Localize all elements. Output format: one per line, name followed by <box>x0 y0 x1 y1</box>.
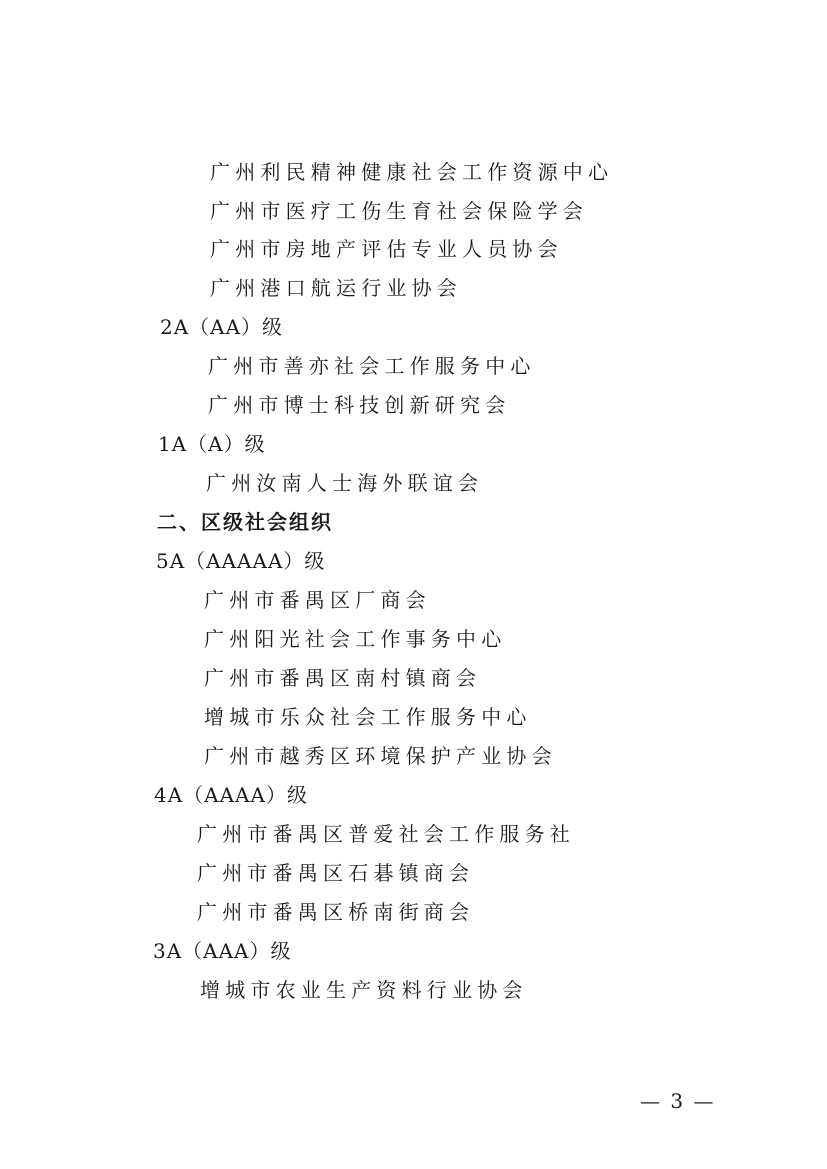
grade-label-1a: 1A（A）级 <box>158 432 266 456</box>
grade-label-4a: 4A（AAAA）级 <box>154 783 308 807</box>
page-number: — 3 — <box>640 1089 716 1113</box>
grade-label-3a: 3A（AAA）级 <box>153 939 292 963</box>
org-list-item: 广州市番禺区普爱社会工作服务社 <box>197 822 575 846</box>
grade-label-5a: 5A（AAAAA）级 <box>156 549 326 573</box>
org-list-item: 广州港口航运行业协会 <box>210 276 462 300</box>
org-list-item: 广州市番禺区南村镇商会 <box>204 666 482 690</box>
org-list-item: 增城市农业生产资料行业协会 <box>200 978 528 1002</box>
org-list-item: 广州市番禺区厂商会 <box>204 588 431 612</box>
org-list-item: 广州市善亦社会工作服务中心 <box>208 354 536 378</box>
org-list-item: 广州市番禺区桥南街商会 <box>197 900 475 924</box>
org-list-item: 广州利民精神健康社会工作资源中心 <box>210 160 614 184</box>
grade-label-2a: 2A（AA）级 <box>160 315 284 339</box>
org-list-item: 广州汝南人士海外联谊会 <box>206 471 484 495</box>
org-list-item: 广州阳光社会工作事务中心 <box>204 627 507 651</box>
org-list-item: 广州市博士科技创新研究会 <box>208 393 511 417</box>
org-list-item: 增城市乐众社会工作服务中心 <box>204 705 532 729</box>
org-list-item: 广州市越秀区环境保护产业协会 <box>204 744 557 768</box>
org-list-item: 广州市医疗工伤生育社会保险学会 <box>210 199 588 223</box>
org-list-item: 广州市房地产评估专业人员协会 <box>210 237 563 261</box>
org-list-item: 广州市番禺区石碁镇商会 <box>197 861 475 885</box>
section-heading-district: 二、区级社会组织 <box>157 510 333 534</box>
